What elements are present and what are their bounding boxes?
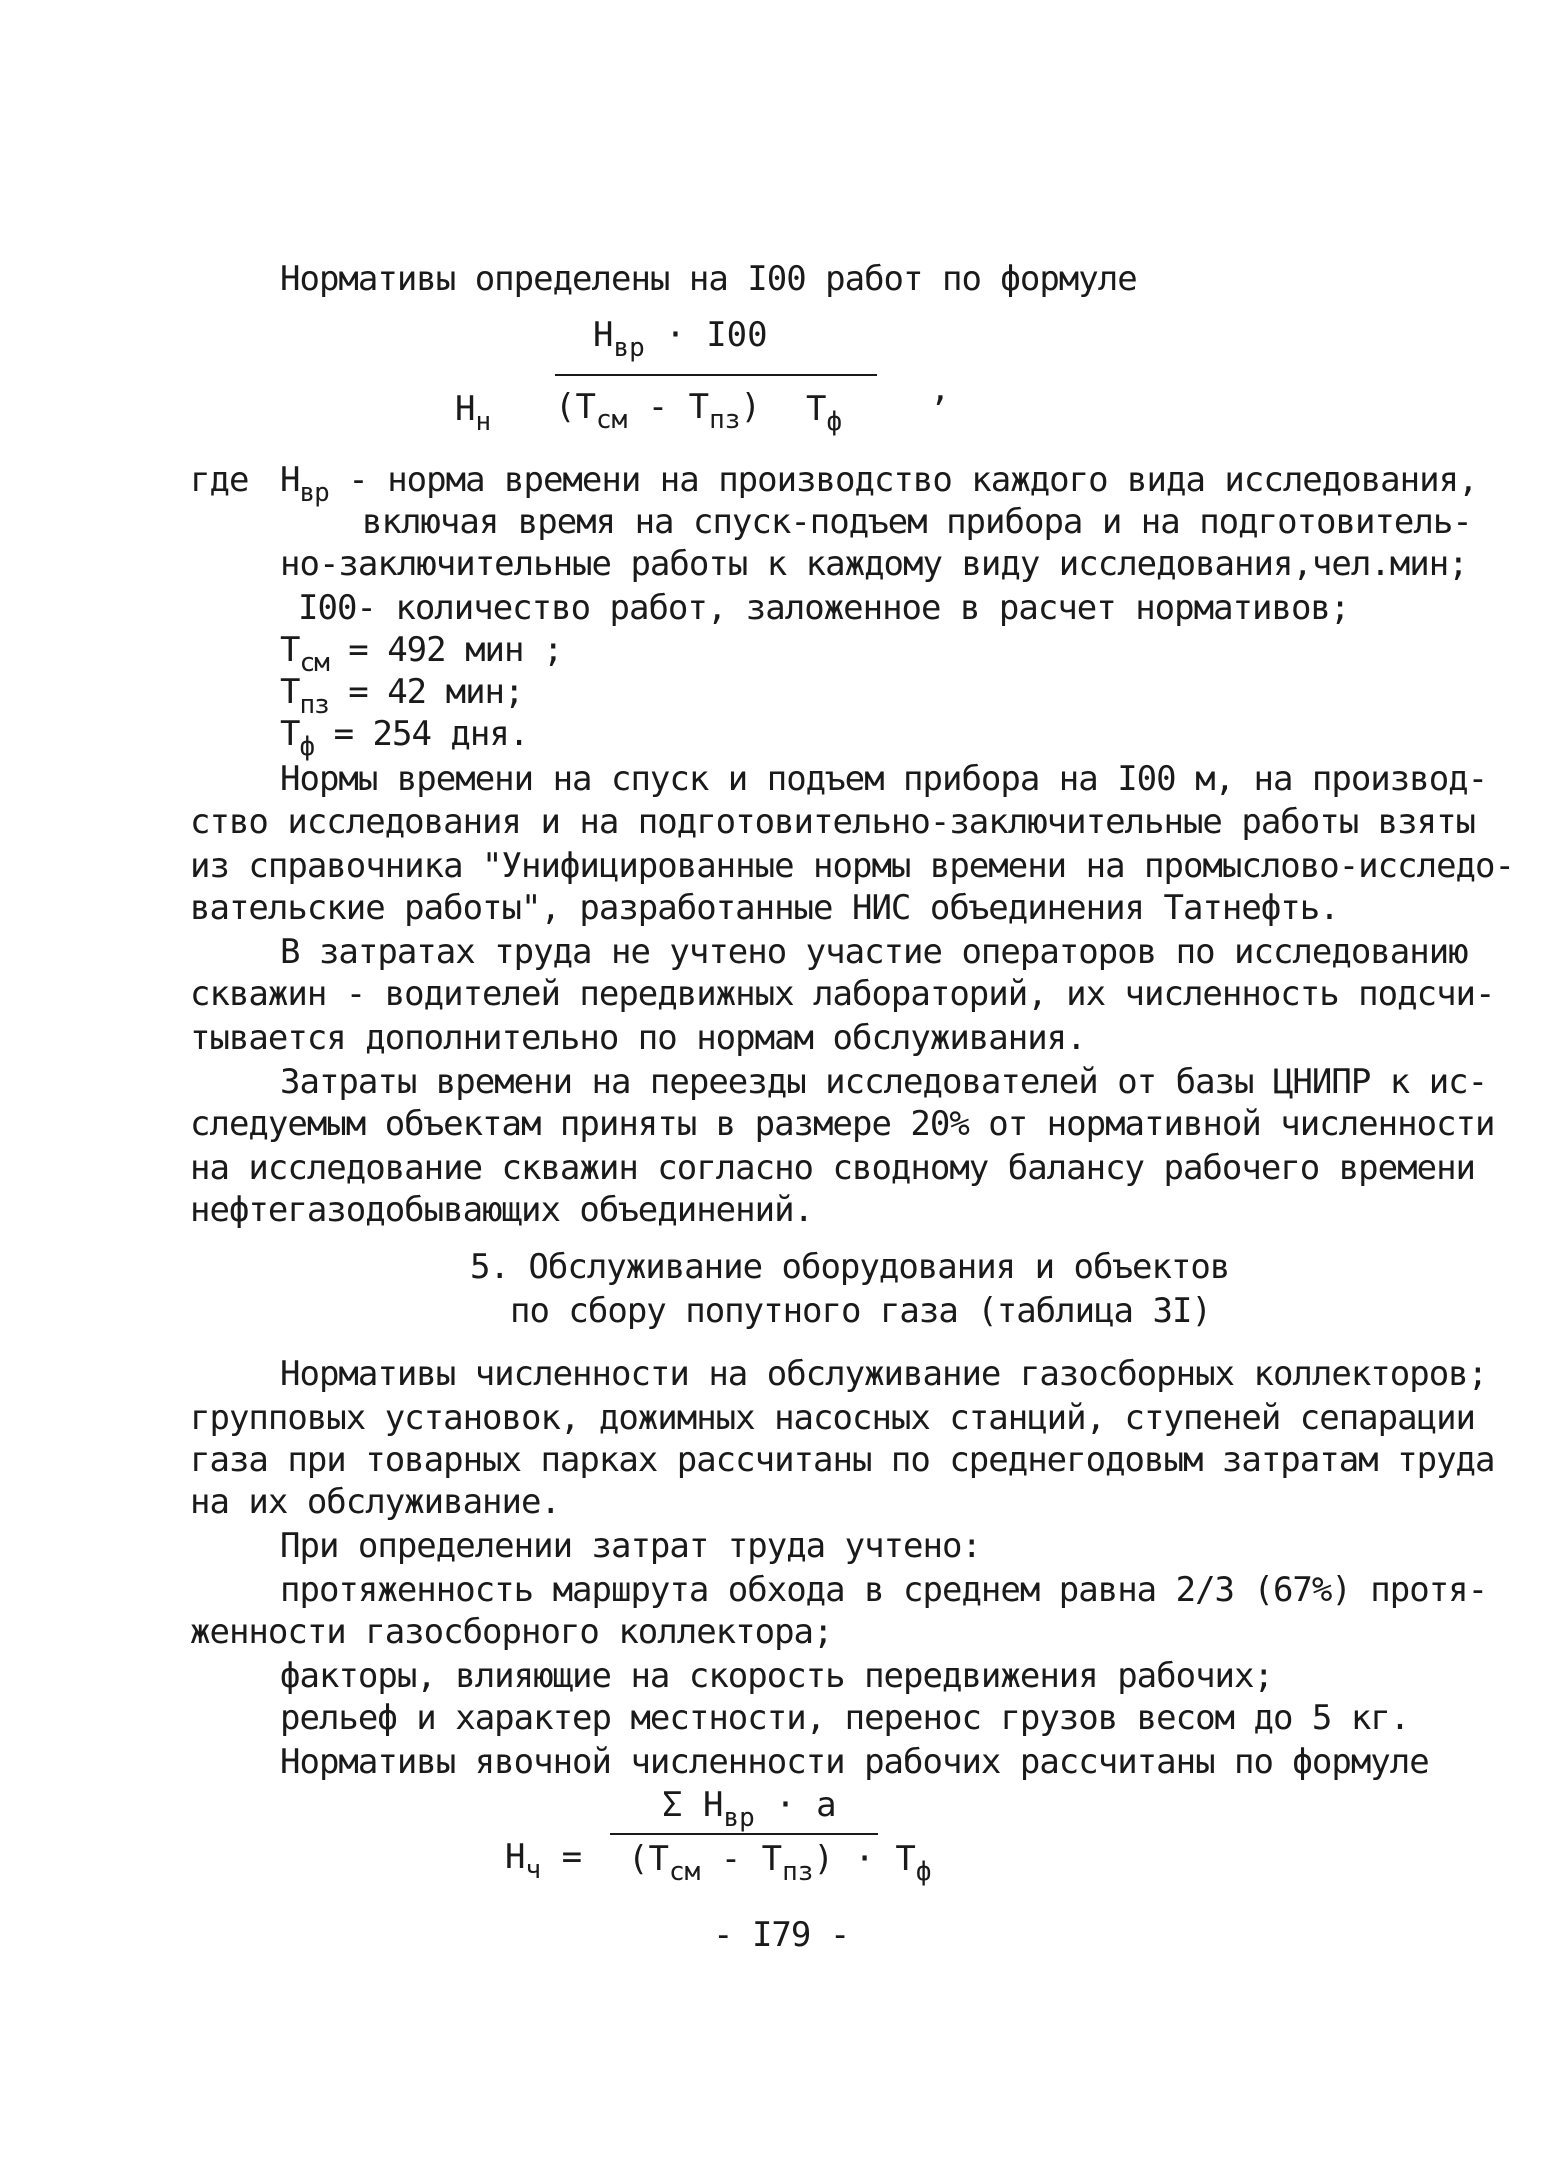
paragraph-2-line: скважин - водителей передвижных лабораторий, их численность подсчи- xyxy=(190,974,1495,1014)
tsm-value: = 492 мин ; xyxy=(328,630,563,670)
where-tsm xyxy=(280,630,563,678)
tpz-sub: пз xyxy=(299,690,329,720)
tsm-sub: см xyxy=(299,648,329,678)
tf-var: Т xyxy=(280,714,300,754)
paragraph-1-line: ство исследования и на подготовительно-заключительные работы взяты xyxy=(190,802,1476,842)
list-item: факторы, влияющие на скорость передвижения рабочих; xyxy=(280,1656,1273,1696)
formula-2-den-sub2: пз xyxy=(782,1857,814,1887)
formula-1-num-sub: вр xyxy=(613,333,645,363)
paragraph-2-line: тывается дополнительно по нормам обслуживания. xyxy=(190,1018,1086,1058)
formula-1-lhs-sub: н xyxy=(475,407,492,437)
paragraph-3-line: на исследование скважин согласно сводному балансу рабочего времени xyxy=(190,1148,1476,1188)
formula-2-fraction-bar xyxy=(610,1833,878,1835)
formula-2-lhs-sub: ч xyxy=(525,1855,542,1885)
list-item: протяженность маршрута обхода в среднем равна 2/3 (67%) протя- xyxy=(280,1570,1488,1610)
formula-1-den-tf xyxy=(806,389,843,437)
formula-1-den-sub2: пз xyxy=(709,405,741,435)
formula-1-lhs-var: Н xyxy=(455,389,476,429)
formula-2-lhs-var: Н xyxy=(505,1837,526,1877)
formula-2-equals: = xyxy=(541,1837,583,1877)
formula-2-denominator xyxy=(628,1839,932,1887)
paragraph-4-line: групповых установок, дожимных насосных станций, ступеней сепарации xyxy=(190,1398,1476,1438)
paragraph-1-line: из справочника "Унифицированные нормы времени на промыслово-исследо- xyxy=(190,846,1514,886)
formula-1-numerator xyxy=(593,315,768,363)
tsm-var: Т xyxy=(280,630,300,670)
tf-value: = 254 дня. xyxy=(314,714,529,754)
section-heading-line-1: 5. Обслуживание оборудования и объектов xyxy=(470,1247,1230,1287)
where-hvr-sub: вр xyxy=(299,478,329,508)
formula-2-num-sub: вр xyxy=(723,1803,755,1833)
where-tf xyxy=(280,714,529,762)
page-number: - I79 - xyxy=(713,1915,850,1955)
paragraph-4-line: на их обслуживание. xyxy=(190,1482,560,1522)
where-line-2: включая время на спуск-подъем прибора и на подготовитель- xyxy=(362,502,1472,542)
paragraph-1-line: Нормы времени на спуск и подъем прибора на I00 м, на производ- xyxy=(280,759,1488,799)
formula-2-numerator xyxy=(662,1785,837,1833)
formula-1-den-mid: - Т xyxy=(627,387,710,427)
formula-1-den-sub1: см xyxy=(595,405,628,435)
where-tpz xyxy=(280,672,524,720)
formula-1-den-tf-sub: ф xyxy=(826,407,843,437)
where-line-4: I00- количество работ, заложенное в расчет нормативов; xyxy=(298,588,1350,628)
formula-1-denominator xyxy=(555,387,761,435)
paragraph-4-line: газа при товарных парках рассчитаны по среднегодовым затратам труда xyxy=(190,1440,1495,1480)
tf-sub: ф xyxy=(299,732,315,762)
where-line-3: но-заключительные работы к каждому виду исследования,чел.мин; xyxy=(280,544,1468,584)
formula-1-num-var: Н xyxy=(593,315,614,355)
paragraph-5: При определении затрат труда учтено: xyxy=(280,1526,981,1566)
formula-2-den-sub1: см xyxy=(668,1857,701,1887)
paragraph-4-line: Нормативы численности на обслуживание газосборных коллекторов; xyxy=(280,1354,1488,1394)
formula-2-den-close: ) · Т xyxy=(813,1839,916,1879)
intro-line: Нормативы определены на I00 работ по формуле xyxy=(280,259,1137,299)
formula-2-lhs xyxy=(505,1837,583,1885)
formula-1-fraction-bar xyxy=(555,374,877,376)
where-hvr-line xyxy=(280,460,1478,508)
paragraph-3-line: Затраты времени на переезды исследователей от базы ЦНИПР к ис- xyxy=(280,1062,1488,1102)
paragraph-3-line: нефтегазодобывающих объединений. xyxy=(190,1190,814,1230)
tpz-var: Т xyxy=(280,672,300,712)
where-label: где xyxy=(190,460,249,500)
paragraph-2-line: В затратах труда не учтено участие операторов по исследованию xyxy=(280,932,1468,972)
where-line-1: - норма времени на производство каждого вида исследования, xyxy=(328,460,1478,500)
paragraph-1-line: вательские работы", разработанные НИС объединения Татнефть. xyxy=(190,888,1339,928)
paragraph-6: Нормативы явочной численности рабочих рассчитаны по формуле xyxy=(280,1742,1429,1782)
formula-1-lhs xyxy=(455,389,492,437)
formula-2-num-var: Н xyxy=(702,1785,724,1825)
formula-1-den-close: ) xyxy=(740,387,761,427)
formula-1-den-tf-var: Т xyxy=(806,389,827,429)
sigma-symbol: Σ xyxy=(662,1785,683,1825)
tpz-value: = 42 мин; xyxy=(328,672,524,712)
list-item: рельеф и характер местности, перенос грузов весом до 5 кг. xyxy=(280,1698,1410,1738)
where-hvr-var: Н xyxy=(280,460,300,500)
formula-1-den-open: (Т xyxy=(555,387,596,427)
formula-2-num-rest: · а xyxy=(754,1785,837,1825)
formula-2-den-open: (Т xyxy=(628,1839,669,1879)
formula-2-den-mid: - Т xyxy=(700,1839,783,1879)
paragraph-3-line: следуемым объектам приняты в размере 20% от нормативной численности xyxy=(190,1104,1495,1144)
formula-1-comma: , xyxy=(930,369,951,409)
list-item: женности газосборного коллектора; xyxy=(190,1612,833,1652)
section-heading-line-2: по сбору попутного газа (таблица 3I) xyxy=(510,1291,1211,1331)
formula-1-num-rest: · I00 xyxy=(644,315,768,355)
formula-2-den-sub3: ф xyxy=(915,1857,932,1887)
